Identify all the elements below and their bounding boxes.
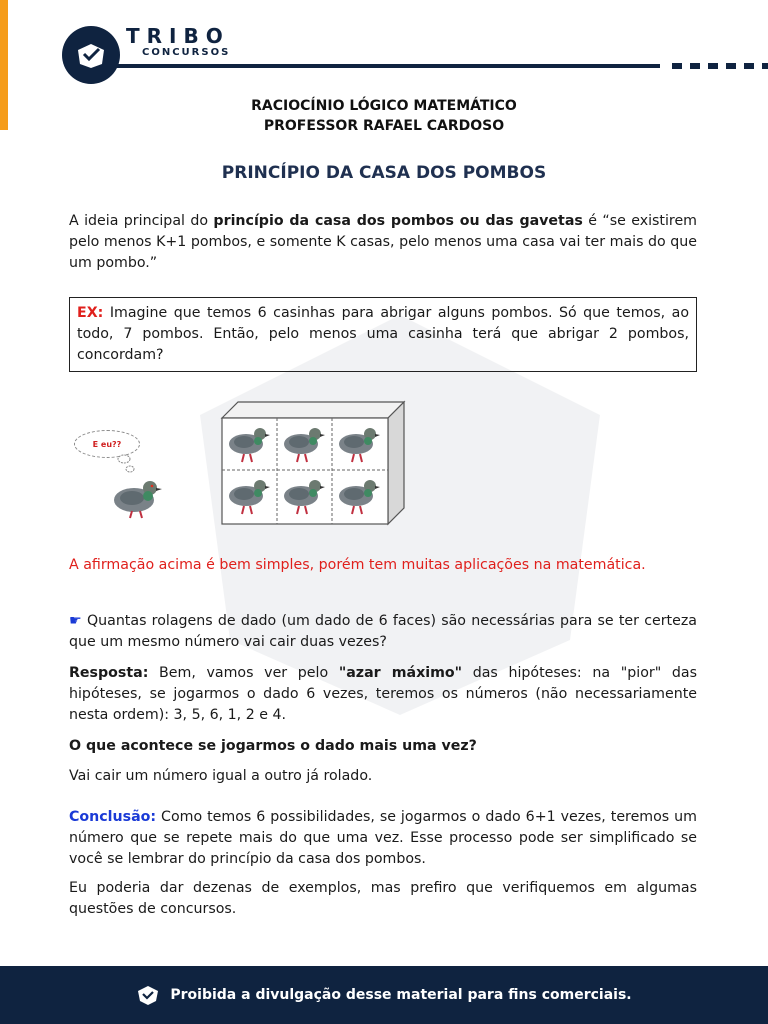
example-box: EX: Imagine que temos 6 casinhas para abrigar alguns pombos. Só que temos, ao todo, 7 pombos. Então, pelo menos uma casinha terá que abrigar 2 pombos, concordam? [69, 297, 697, 372]
footer-logo-icon [136, 984, 160, 1006]
footer-bar [0, 966, 768, 1024]
red-note: A afirmação acima é bem simples, porém tem muitas aplicações na matemática. [69, 557, 646, 573]
lone-pigeon-icon [108, 474, 164, 522]
followup-answer: Vai cair um número igual a outro já rolado. [69, 768, 373, 784]
header-divider [110, 64, 660, 68]
thought-bubble: E eu?? [74, 430, 140, 458]
brand-name: TRIBO [126, 24, 230, 48]
page-title: PRINCÍPIO DA CASA DOS POMBOS [221, 163, 547, 183]
brand-subtitle: CONCURSOS [142, 47, 231, 58]
closing-paragraph: Eu poderia dar dezenas de exemplos, mas prefiro que verifiquemos em algumas questões de concursos. [69, 880, 697, 917]
question-paragraph: ☛ Quantas rolagens de dado (um dado de 6 faces) são necessárias para se ter certeza que um mesmo número vai cair duas vezes? [69, 613, 697, 650]
answer-paragraph: Resposta: Bem, vamos ver pelo "azar máximo" das hipóteses: na "pior" das hipóteses, se jogarmos o dado 6 vezes, teremos os números (não necessariamente nesta ordem): 3, 5, 6, 1, 2 e 4. [69, 665, 698, 723]
subject-heading: RACIOCÍNIO LÓGICO MATEMÁTICO [251, 98, 517, 114]
tribo-logo-icon [62, 26, 120, 84]
footer-text: Proibida a divulgação desse material para fins comerciais. [170, 987, 632, 1003]
professor-heading: PROFESSOR RAFAEL CARDOSO [263, 118, 505, 134]
intro-paragraph: A ideia principal do princípio da casa dos pombos ou das gavetas é “se existirem pelo menos K+1 pombos, e somente K casas, pelo menos uma casa vai ter mais do que um pombo.” [69, 213, 697, 271]
followup-question: O que acontece se jogarmos o dado mais uma vez? [69, 738, 477, 754]
example-label: EX: [77, 305, 104, 321]
header-dashes [672, 63, 768, 69]
pigeon-house-icon [218, 400, 408, 530]
pointing-hand-icon: ☛ [69, 613, 82, 629]
conclusion-paragraph: Conclusão: Como temos 6 possibilidades, se jogarmos o dado 6+1 vezes, teremos um número que se repete mais do que uma vez. Esse processo pode ser simplificado se você se lembrar do princípio da casa dos pombos. [69, 809, 697, 867]
